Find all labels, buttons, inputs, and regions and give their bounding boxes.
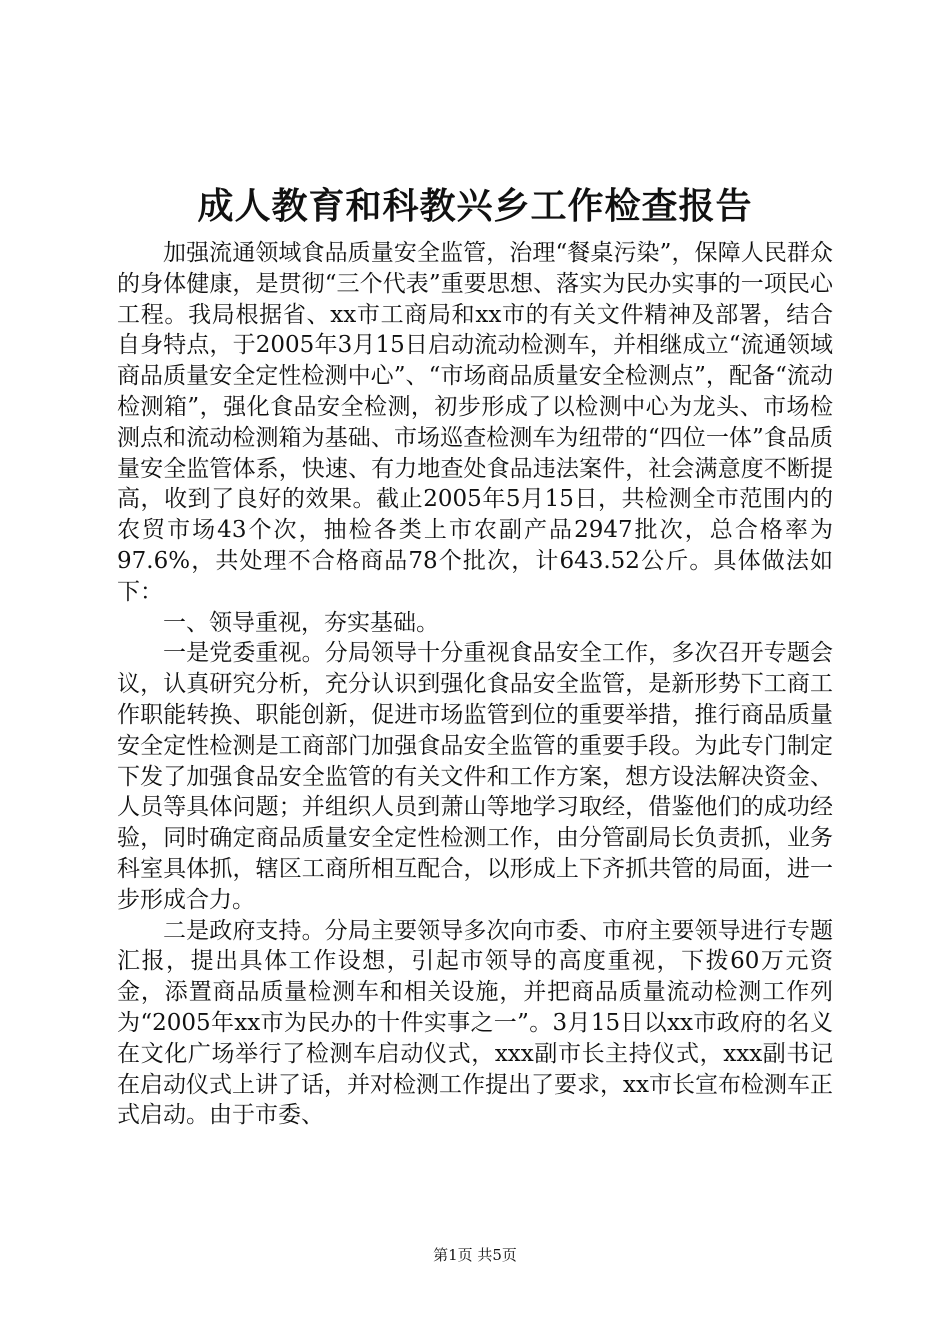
- paragraph-government-support: 二是政府支持。分局主要领导多次向市委、市府主要领导进行专题汇报，提出具体工作设想，引起市领导的高度重视，下拨60万元资金，添置商品质量检测车和相关设施，并把商品质量流动检测工作列为“2005年xx市为民办的十件实事之一”。3月15日以xx市政府的名义在文化广场举行了检测车启动仪式，xxx副市长主持仪式，xxx副书记在启动仪式上讲了话，并对检测工作提出了要求，xx市长宣布检测车正式启动。由于市委、: [117, 917, 833, 1129]
- page-footer: 第1页 共5页: [433, 1246, 517, 1264]
- document-body: [117, 238, 833, 1131]
- section-heading-1: 一、领导重视，夯实基础。: [163, 609, 439, 636]
- paragraph-party-committee: 一是党委重视。分局领导十分重视食品安全工作，多次召开专题会议，认真研究分析，充分认识到强化食品安全监管，是新形势下工商工作职能转换、职能创新，促进市场监管到位的重要举措，推行商品质量安全定性检测是工商部门加强食品安全监管的重要手段。为此专门制定下发了加强食品安全监管的有关文件和工作方案，想方设法解决资金、人员等具体问题；并组织人员到萧山等地学习取经，借鉴他们的成功经验，同时确定商品质量安全定性检测工作，由分管副局长负责抓，业务科室具体抓，辖区工商所相互配合，以形成上下齐抓共管的局面，进一步形成合力。: [117, 640, 833, 913]
- paragraph-intro: 加强流通领域食品质量安全监管，治理“餐桌污染”，保障人民群众的身体健康，是贯彻“三个代表”重要思想、落实为民办实事的一项民心工程。我局根据省、xx市工商局和xx市的有关文件精神及部署，结合自身特点，于2005年3月15日启动流动检测车，并相继成立“流通领域商品质量安全定性检测中心”、“市场商品质量安全检测点”，配备“流动检测箱”，强化食品安全检测，初步形成了以检测中心为龙头、市场检测点和流动检测箱为基础、市场巡查检测车为纽带的“四位一体”食品质量安全监管体系，快速、有力地查处食品违法案件，社会满意度不断提高，收到了良好的效果。截止2005年5月15日，共检测全市范围内的农贸市场43个次，抽检各类上市农副产品2947批次，总合格率为97.6%，共处理不合格商品78个批次，计643.52公斤。具体做法如下：: [117, 240, 833, 605]
- document-title: 成人教育和科教兴乡工作检查报告: [197, 186, 753, 227]
